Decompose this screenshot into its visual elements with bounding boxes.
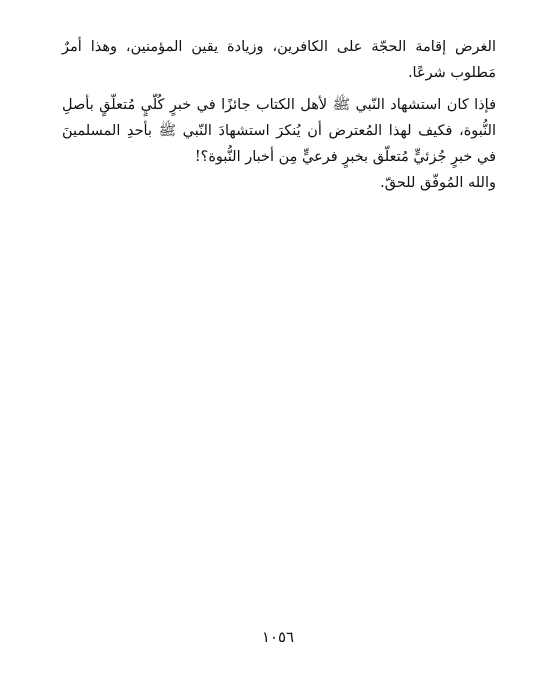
paragraph-closing: والله المُوفّق للحقّ. [380, 175, 496, 191]
body-text [62, 34, 496, 196]
paragraph-argument: فإذا كان استشهاد النّبي ﷺ لأهل الكتاب جائزًا في خبرٍ كُلّيٍ مُتعلّقٍ بأصلِ النُّبوة، فكيف لهذا المُعترض أن يُنكرَ استشهادَ النّبي ﷺ بأحدِ المسلمينَ في خبرٍ جُزئيٍّ مُتعلّق بخبرٍ فرعيٍّ مِن أخبار النُّبوة؟! [62, 97, 496, 165]
page-number: ١٠٥٦ [261, 628, 295, 646]
paragraph-intro: الغرض إقامة الحجّة على الكافرين، وزيادة يقين المؤمنين، وهذا أمرٌ مَطلوب شرعًا. [62, 39, 496, 81]
